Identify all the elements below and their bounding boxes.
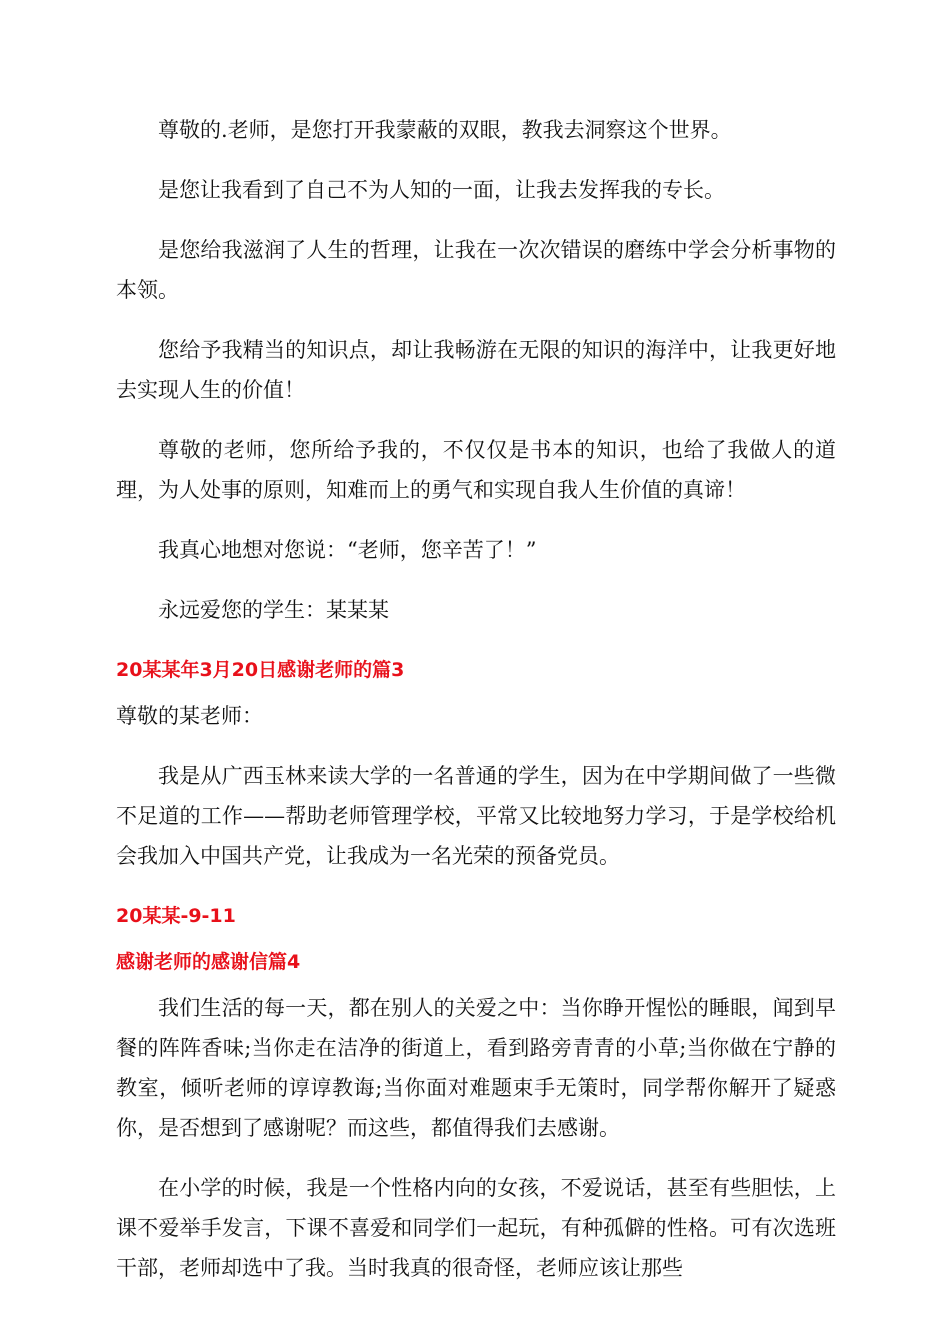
paragraph: 您给予我精当的知识点，却让我畅游在无限的知识的海洋中，让我更好地去实现人生的价值！ [116,338,836,402]
paragraph: 尊敬的.老师，是您打开我蒙蔽的双眼，教我去洞察这个世界。 [158,118,732,142]
paragraph: 是您让我看到了自己不为人知的一面，让我去发挥我的专长。 [158,178,725,202]
paragraph: 尊敬的老师，您所给予我的，不仅仅是书本的知识，也给了我做人的道理，为人处事的原则，知难而上的勇气和实现自我人生价值的真谛！ [116,438,836,502]
paragraph: 我真心地想对您说：“老师，您辛苦了！” [158,538,537,562]
signature-line: 永远爱您的学生：某某某 [158,598,389,622]
date-heading: 20某某-9-11 [116,905,236,927]
paragraph: 我们生活的每一天，都在别人的关爱之中：当你睁开惺忪的睡眼，闻到早餐的阵阵香味;当你走在洁净的街道上，看到路旁青青的小草;当你做在宁静的教室，倾听老师的谆谆教诲;当你面对难题束手无策时，同学帮你解开了疑惑你，是否想到了感谢呢？而这些，都值得我们去感谢。 [116,996,836,1140]
section-heading: 20某某年3月20日感谢老师的篇3 [116,659,405,681]
section-heading: 感谢老师的感谢信篇4 [116,951,301,973]
salutation: 尊敬的某老师： [116,704,263,728]
paragraph: 在小学的时候，我是一个性格内向的女孩，不爱说话，甚至有些胆怯，上课不爱举手发言，下课不喜爱和同学们一起玩，有种孤僻的性格。可有次选班干部，老师却选中了我。当时我真的很奇怪，老师应该让那些 [116,1176,836,1280]
paragraph: 是您给我滋润了人生的哲理，让我在一次次错误的磨练中学会分析事物的本领。 [116,238,836,302]
document-body [116,110,836,1308]
paragraph: 我是从广西玉林来读大学的一名普通的学生，因为在中学期间做了一些微不足道的工作——帮助老师管理学校，平常又比较地努力学习，于是学校给机会我加入中国共产党，让我成为一名光荣的预备党员。 [116,764,836,868]
